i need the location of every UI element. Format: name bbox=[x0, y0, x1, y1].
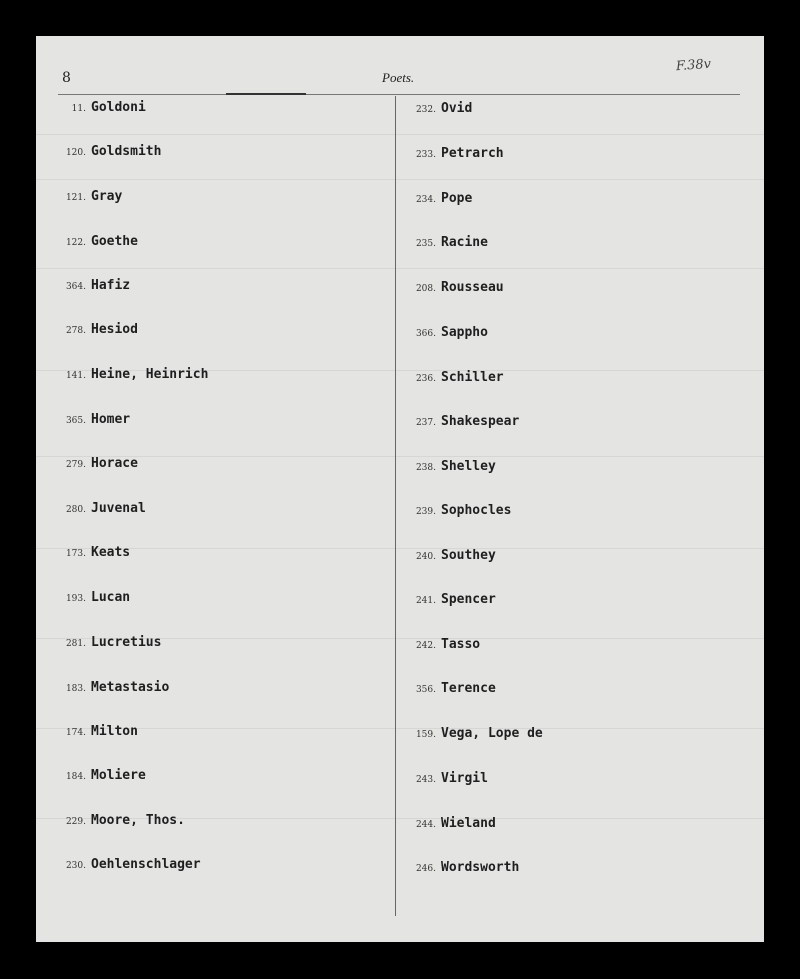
entry-number: 278. bbox=[65, 326, 86, 336]
poet-entry bbox=[56, 322, 138, 337]
entry-number: 246. bbox=[415, 864, 436, 874]
poet-name: Schiller bbox=[441, 370, 504, 385]
entry-number: 239. bbox=[415, 507, 436, 517]
poet-name: Shelley bbox=[441, 459, 496, 474]
bleed-through-line bbox=[36, 728, 764, 729]
entry-number: 244. bbox=[415, 820, 436, 830]
poet-entry bbox=[406, 816, 496, 831]
poet-entry bbox=[56, 234, 138, 249]
poet-entry bbox=[406, 370, 504, 385]
entry-number: 281. bbox=[65, 639, 86, 649]
poet-entry bbox=[56, 857, 201, 872]
entry-number: 280. bbox=[65, 505, 86, 515]
poet-entry bbox=[56, 189, 122, 204]
poet-name: Goldsmith bbox=[91, 144, 162, 159]
entry-number: 174. bbox=[65, 728, 86, 738]
poet-entry bbox=[406, 146, 504, 161]
poet-entry bbox=[406, 771, 488, 786]
entry-number: 238. bbox=[415, 463, 436, 473]
poet-name: Tasso bbox=[441, 637, 481, 652]
poet-entry bbox=[56, 456, 138, 471]
entry-number: 122. bbox=[65, 238, 86, 248]
poet-name: Lucretius bbox=[91, 635, 162, 650]
header-rule-accent bbox=[226, 93, 306, 95]
header-rule bbox=[58, 94, 740, 95]
poet-name: Lucan bbox=[91, 590, 131, 605]
poet-entry bbox=[56, 367, 208, 382]
entry-number: 208. bbox=[415, 284, 436, 294]
entry-number: 364. bbox=[65, 282, 86, 292]
entry-number: 229. bbox=[65, 817, 86, 827]
poet-name: Shakespear bbox=[441, 414, 520, 429]
handwritten-annotation: F.38v bbox=[675, 56, 712, 75]
entry-number: 233. bbox=[415, 150, 436, 160]
entry-number: 120. bbox=[65, 148, 86, 158]
poet-name: Wieland bbox=[441, 816, 496, 831]
poet-name: Goldoni bbox=[91, 100, 146, 115]
poet-name: Metastasio bbox=[91, 680, 170, 695]
poet-name: Heine, Heinrich bbox=[91, 367, 209, 382]
poet-name: Keats bbox=[91, 545, 131, 560]
poet-entry bbox=[56, 100, 146, 115]
poet-entry bbox=[56, 768, 146, 783]
poet-entry bbox=[56, 144, 161, 159]
poet-entry bbox=[406, 637, 480, 652]
entry-number: 356. bbox=[415, 685, 436, 695]
entry-number: 230. bbox=[65, 861, 86, 871]
poet-entry bbox=[56, 545, 130, 560]
poet-name: Ovid bbox=[441, 101, 473, 116]
poet-name: Hesiod bbox=[91, 322, 138, 337]
poet-name: Moliere bbox=[91, 768, 146, 783]
poet-name: Milton bbox=[91, 724, 138, 739]
entry-number: 237. bbox=[415, 418, 436, 428]
poet-entry bbox=[406, 726, 543, 741]
poet-name: Racine bbox=[441, 235, 488, 250]
bleed-through-line bbox=[36, 456, 764, 457]
poet-entry bbox=[406, 235, 488, 250]
bleed-through-line bbox=[36, 268, 764, 269]
bleed-through-line bbox=[36, 134, 764, 135]
entry-number: 11. bbox=[71, 104, 86, 114]
poet-name: Southey bbox=[441, 548, 496, 563]
poet-entry bbox=[406, 860, 519, 875]
entry-number: 183. bbox=[65, 684, 86, 694]
poet-entry bbox=[406, 280, 504, 295]
bleed-through-line bbox=[36, 179, 764, 180]
poet-entry bbox=[406, 548, 496, 563]
page-number: 8 bbox=[62, 70, 71, 86]
poet-entry bbox=[406, 503, 511, 518]
poet-name: Petrarch bbox=[441, 146, 504, 161]
poet-name: Goethe bbox=[91, 234, 138, 249]
entry-number: 234. bbox=[415, 195, 436, 205]
bleed-through-line bbox=[36, 548, 764, 549]
poet-name: Virgil bbox=[441, 771, 488, 786]
entry-number: 184. bbox=[65, 772, 86, 782]
poet-entry bbox=[56, 590, 130, 605]
poet-name: Hafiz bbox=[91, 278, 131, 293]
poet-entry bbox=[56, 724, 138, 739]
entry-number: 243. bbox=[415, 775, 436, 785]
poet-entry bbox=[56, 278, 130, 293]
poet-entry bbox=[56, 813, 185, 828]
poet-name: Pope bbox=[441, 191, 473, 206]
poet-name: Juvenal bbox=[91, 501, 146, 516]
poet-name: Horace bbox=[91, 456, 138, 471]
poet-entry bbox=[406, 191, 472, 206]
poet-entry bbox=[406, 325, 488, 340]
poet-entry bbox=[406, 592, 496, 607]
poet-entry bbox=[406, 459, 496, 474]
entry-number: 232. bbox=[415, 105, 436, 115]
entry-number: 235. bbox=[415, 239, 436, 249]
entry-number: 121. bbox=[65, 193, 86, 203]
entry-number: 242. bbox=[415, 641, 436, 651]
poet-name: Gray bbox=[91, 189, 123, 204]
poet-entry bbox=[56, 501, 146, 516]
entry-number: 365. bbox=[65, 416, 86, 426]
poet-entry bbox=[406, 414, 519, 429]
poet-name: Vega, Lope de bbox=[441, 726, 543, 741]
entry-number: 141. bbox=[65, 371, 86, 381]
entry-number: 279. bbox=[65, 460, 86, 470]
poet-name: Homer bbox=[91, 412, 131, 427]
entry-number: 236. bbox=[415, 374, 436, 384]
poet-name: Sappho bbox=[441, 325, 488, 340]
entry-number: 173. bbox=[65, 549, 86, 559]
poet-entry bbox=[56, 680, 169, 695]
column-divider bbox=[395, 96, 396, 916]
entry-number: 193. bbox=[65, 594, 86, 604]
poet-name: Spencer bbox=[441, 592, 496, 607]
poet-name: Sophocles bbox=[441, 503, 512, 518]
entry-number: 240. bbox=[415, 552, 436, 562]
page-title: Poets. bbox=[382, 70, 415, 85]
poet-name: Oehlenschlager bbox=[91, 857, 201, 872]
poet-name: Wordsworth bbox=[441, 860, 520, 875]
poet-entry bbox=[406, 101, 472, 116]
poet-entry bbox=[56, 635, 161, 650]
poet-entry bbox=[56, 412, 130, 427]
entry-number: 366. bbox=[415, 329, 436, 339]
poet-name: Moore, Thos. bbox=[91, 813, 185, 828]
entry-number: 159. bbox=[415, 730, 436, 740]
poet-name: Terence bbox=[441, 681, 496, 696]
entry-number: 241. bbox=[415, 596, 436, 606]
poet-entry bbox=[406, 681, 496, 696]
document-page bbox=[36, 36, 764, 942]
poet-name: Rousseau bbox=[441, 280, 504, 295]
